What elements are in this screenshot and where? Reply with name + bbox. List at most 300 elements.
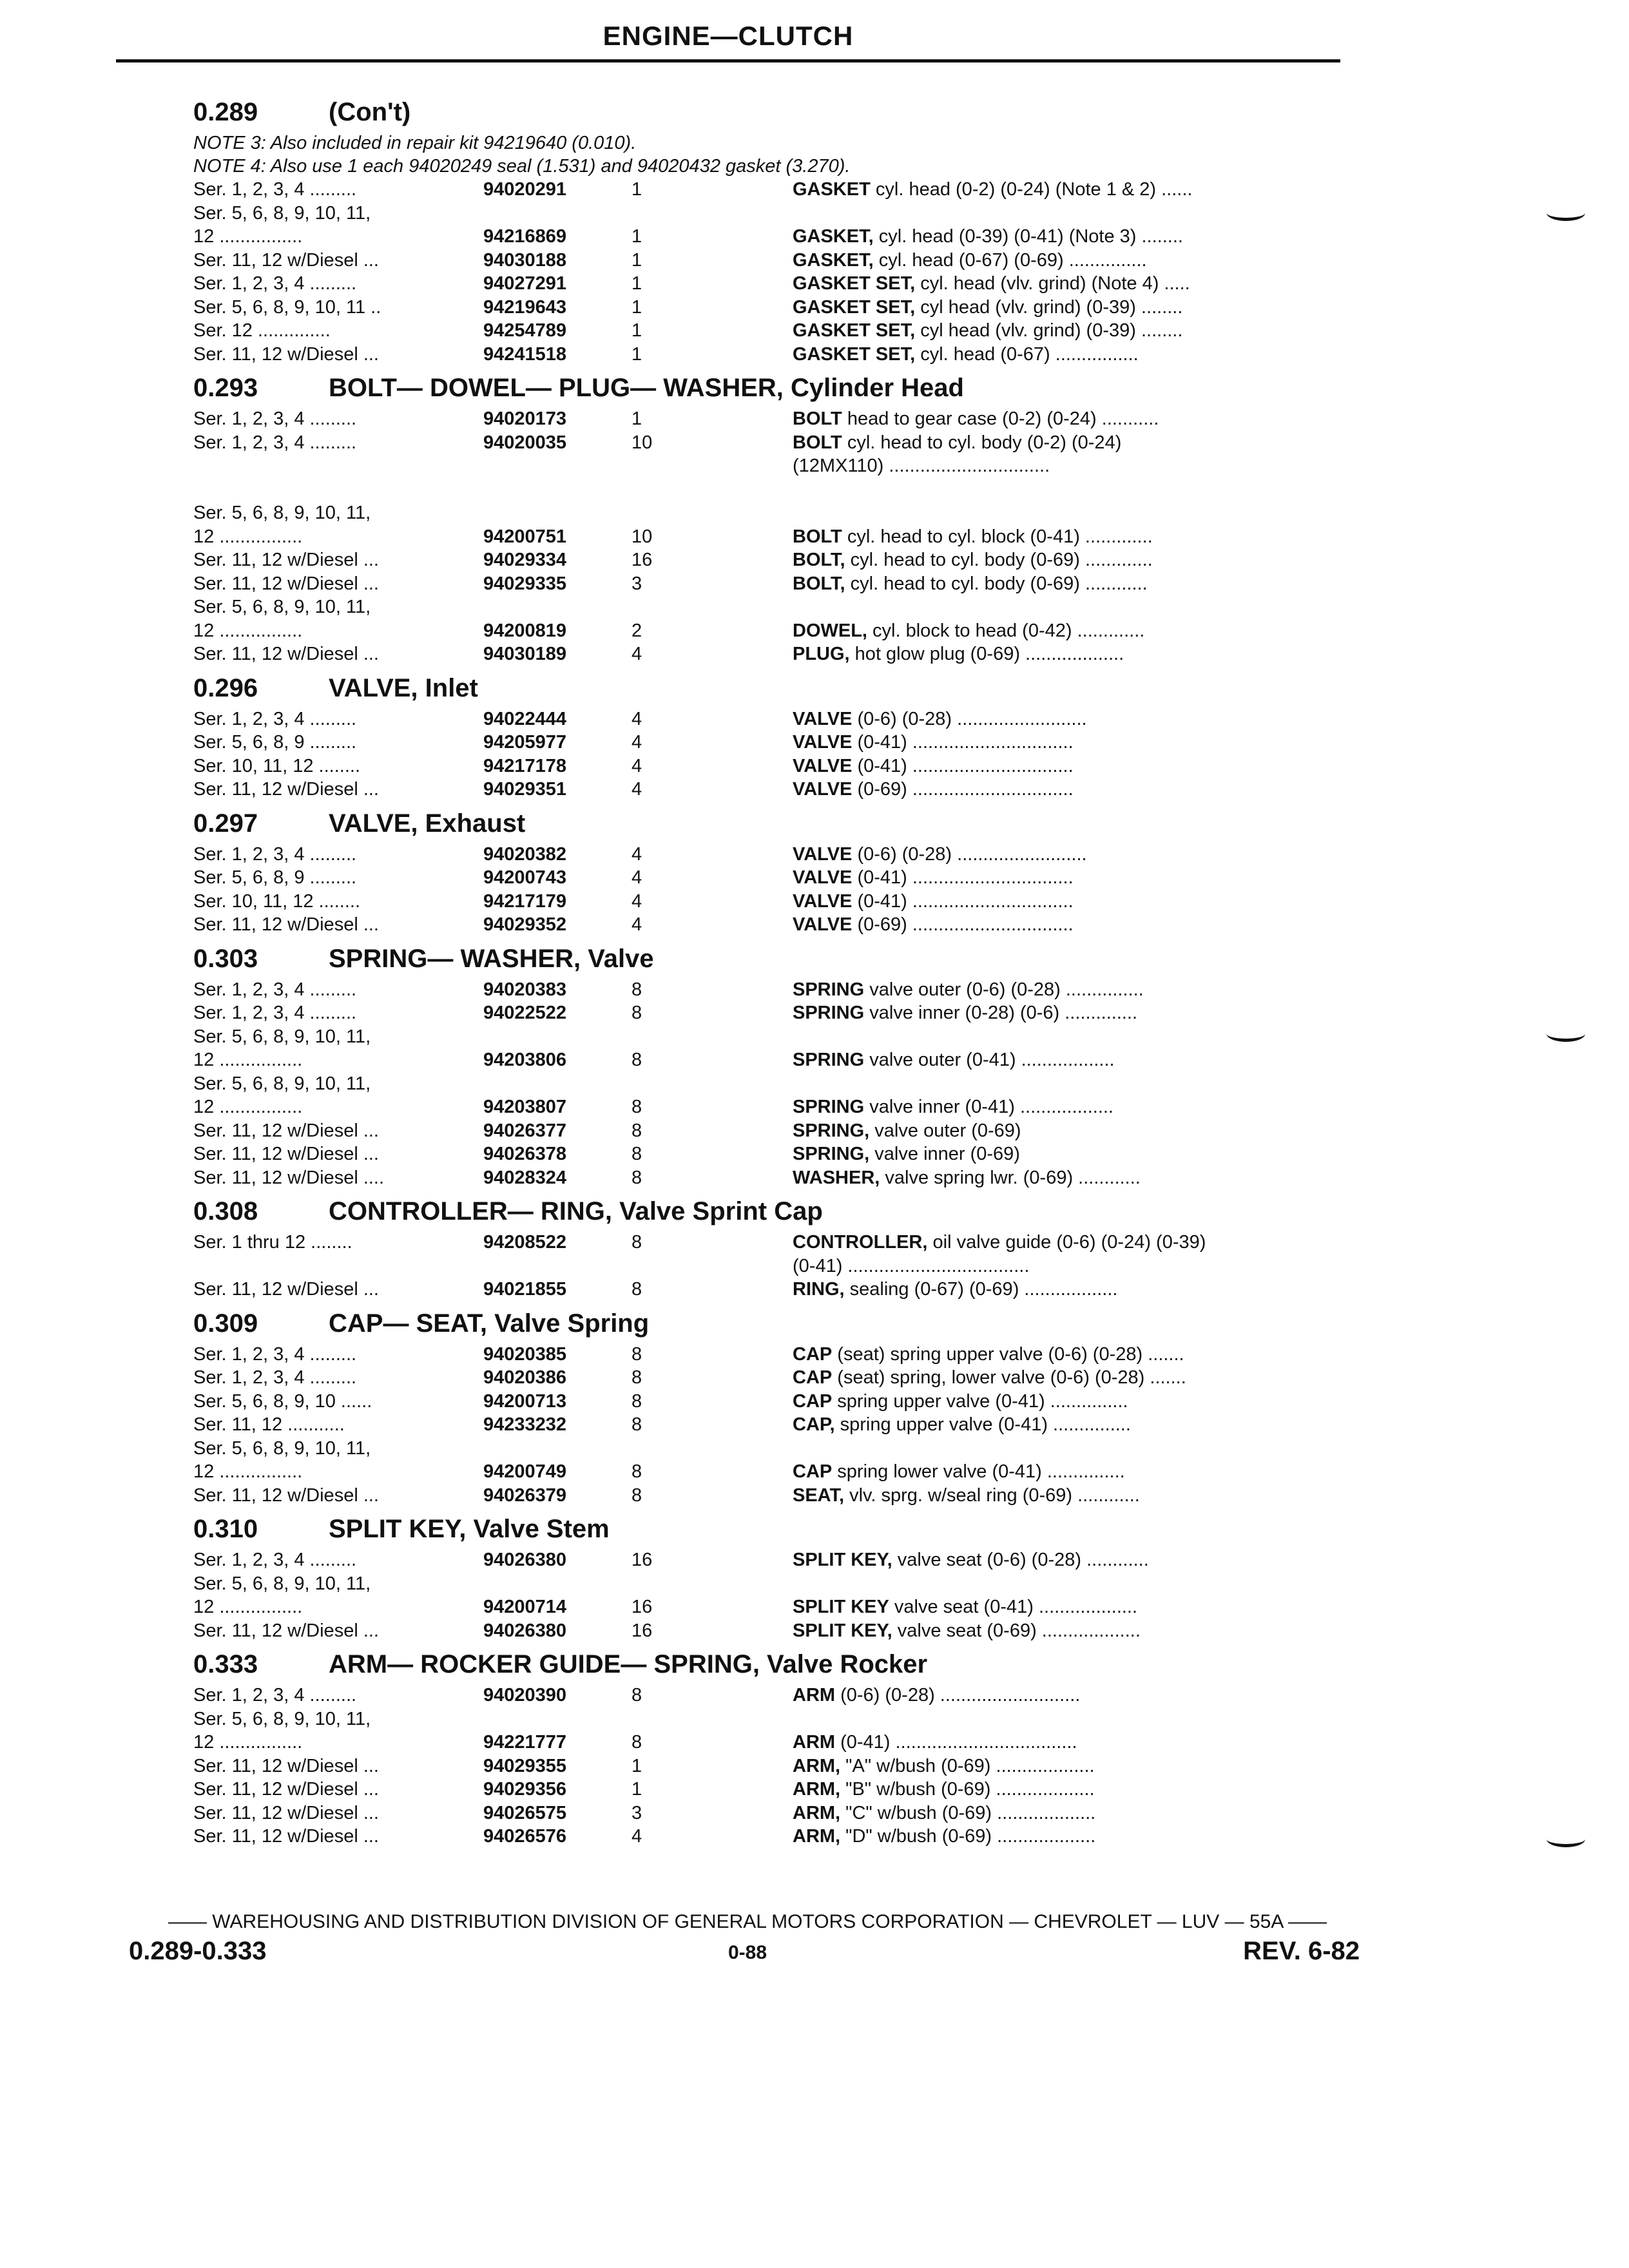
serial-range: Ser. 5, 6, 8, 9, 10, 11, [193,1573,371,1594]
table-row [193,572,1347,596]
table-row [193,407,1347,431]
quantity: 8 [631,1144,642,1164]
part-number: 94020382 [483,843,567,865]
part-name: BOLT [793,526,842,547]
description [793,778,1074,802]
quantity: 4 [631,867,642,888]
quantity: 1 [631,343,642,365]
part-name: ARM, [793,1802,841,1823]
table-row [193,1278,1347,1302]
serial-range: Ser. 11, 12 w/Diesel ... [193,1802,379,1823]
part-number: 94200749 [483,1461,567,1482]
part-name: VALVE [793,755,853,776]
table-row [193,1001,1347,1025]
quantity: 1 [631,408,642,429]
part-name: GASKET SET, [793,343,916,365]
part-number: 94026380 [483,1620,567,1641]
serial-range: Ser. 5, 6, 8, 9, 10 ...... [193,1390,372,1412]
table-row [193,1119,1347,1143]
part-number: 94026380 [483,1550,567,1570]
description [793,1413,1131,1437]
part-detail: oil valve guide (0-6) (0-24) (0-39) [927,1232,1206,1253]
part-name: VALVE [793,732,853,753]
part-detail: "B" w/bush (0-69) ................... [840,1779,1095,1800]
table-row [193,1413,1347,1437]
part-number: 94029335 [483,573,567,594]
table-row [193,1684,1347,1707]
serial-range: Ser. 11, 12 w/Diesel ... [193,1620,379,1641]
part-name: GASKET, [793,249,874,271]
description [793,407,1159,431]
part-detail: sealing (0-67) (0-69) .................. [844,1279,1118,1300]
part-name: SPLIT KEY, [793,1620,892,1641]
part-detail: valve outer (0-69) [869,1120,1021,1141]
quantity: 8 [631,979,642,1000]
quantity: 4 [631,644,642,664]
description [793,431,1121,455]
table-row [193,1390,1347,1414]
quantity: 8 [631,1367,642,1388]
description [793,913,1074,937]
part-number: 94029356 [483,1779,567,1800]
table-row [193,978,1347,1002]
description [793,619,1144,643]
part-detail: (seat) spring, lower valve (0-6) (0-28) ....... [832,1367,1186,1388]
description [793,754,1074,778]
quantity: 1 [631,226,642,247]
part-detail: valve outer (0-6) (0-28) ............... [864,979,1144,1000]
serial-range: 12 ................ [193,1461,303,1482]
part-detail: "A" w/bush (0-69) ................... [840,1755,1095,1776]
table-row [193,1825,1347,1849]
serial-range: Ser. 5, 6, 8, 9, 10, 11 .. [193,296,381,318]
quantity: 4 [631,914,642,935]
margin-mark [1547,205,1585,221]
serial-range: Ser. 11, 12 w/Diesel ... [193,1144,379,1164]
description [793,1343,1184,1367]
part-number: 94216869 [483,226,567,247]
description [793,1390,1128,1414]
section-header [193,1648,1347,1684]
serial-range: Ser. 1, 2, 3, 4 ......... [193,843,357,865]
table-row [193,754,1347,778]
part-detail: (12MX110) ............................... [793,456,1050,476]
part-name: BOLT [793,432,842,453]
part-number: 94217179 [483,890,567,912]
table-row [193,319,1347,343]
quantity: 16 [631,1597,653,1617]
serial-range: Ser. 5, 6, 8, 9, 10, 11, [193,1026,371,1047]
part-number: 94208522 [483,1232,567,1253]
parts-list [193,90,1347,1849]
description [793,548,1153,572]
part-number: 94029352 [483,914,567,935]
part-name: VALVE [793,843,853,865]
section-title: VALVE, Exhaust [329,809,526,838]
part-detail: vlv. sprg. w/seal ring (0-69) ............ [844,1485,1140,1506]
section-number: 0.309 [193,1309,258,1338]
quantity: 8 [631,1390,642,1412]
section-header [193,371,1347,407]
part-name: CAP [793,1390,833,1412]
serial-range: Ser. 11, 12 ........... [193,1414,345,1435]
serial-range: 12 ................ [193,1597,303,1617]
quantity: 8 [631,1685,642,1706]
serial-range: Ser. 11, 12 w/Diesel ... [193,1485,379,1506]
part-name: SPLIT KEY, [793,1550,892,1570]
part-number: 94221777 [483,1732,567,1753]
serial-range: 12 ................ [193,1050,303,1070]
section-title: ARM— ROCKER GUIDE— SPRING, Valve Rocker [329,1650,928,1678]
part-detail: (0-41) ............................... [852,890,1074,912]
quantity: 8 [631,1120,642,1141]
table-row [193,431,1347,455]
serial-range: Ser. 11, 12 w/Diesel ... [193,644,379,664]
quantity: 4 [631,732,642,753]
serial-range: Ser. 1, 2, 3, 4 ......... [193,1343,357,1365]
part-number: 94233232 [483,1414,567,1435]
table-row [193,843,1347,867]
part-detail: cyl. head (0-2) (0-24) (Note 1 & 2) ...... [870,179,1193,200]
section-number: 0.310 [193,1515,258,1543]
part-number: 94200751 [483,526,567,547]
part-detail: hot glow plug (0-69) ................... [849,644,1124,664]
part-number: 94219643 [483,296,567,318]
part-detail: cyl. head to cyl. body (0-69) ............ [845,573,1148,594]
part-name: GASKET SET, [793,273,916,294]
footer-range: 0.289-0.333 [129,1937,267,1965]
part-name: WASHER, [793,1167,880,1188]
serial-range: Ser. 11, 12 w/Diesel ... [193,1779,379,1800]
part-name: GASKET SET, [793,296,916,318]
table-row [193,525,1347,549]
part-detail: cyl. block to head (0-42) ............. [867,620,1145,641]
part-number: 94021855 [483,1279,567,1300]
serial-range: Ser. 1, 2, 3, 4 ......... [193,1003,357,1023]
table-row [193,707,1347,731]
section-number: 0.297 [193,809,258,838]
part-number: 94205977 [483,732,567,753]
part-number: 94029351 [483,779,567,800]
table-row [193,1802,1347,1825]
part-detail: cyl. head (0-39) (0-41) (Note 3) ........ [873,226,1183,247]
description [793,272,1190,296]
part-name: GASKET, [793,226,874,247]
part-detail: (0-69) ............................... [852,914,1074,935]
table-row [193,778,1347,802]
description [793,249,1147,273]
table-row [193,1254,1347,1278]
description [793,1548,1149,1572]
quantity: 8 [631,1343,642,1365]
section-header [193,1195,1347,1231]
section-header [193,671,1347,707]
table-row [193,1460,1347,1484]
section-header [193,942,1347,978]
part-number: 94030188 [483,249,567,271]
quantity: 8 [631,1050,642,1070]
section-note: NOTE 3: Also included in repair kit 94219640 (0.010). [193,133,637,153]
description [793,1231,1206,1254]
table-row [193,1707,1347,1731]
description [793,1460,1125,1484]
quantity: 2 [631,620,642,641]
part-number: 94217178 [483,755,567,776]
quantity: 16 [631,550,653,570]
description [793,890,1074,914]
table-row [193,1025,1347,1049]
part-detail: (0-41) ............................... [852,755,1074,776]
description [793,978,1144,1002]
quantity: 4 [631,779,642,800]
quantity: 4 [631,1826,642,1847]
part-number: 94029355 [483,1755,567,1776]
part-name: ARM, [793,1779,841,1800]
part-number: 94026575 [483,1802,567,1823]
quantity: 1 [631,320,642,341]
table-row [193,619,1347,643]
part-name: VALVE [793,779,853,800]
serial-range: Ser. 5, 6, 8, 9 ......... [193,867,357,888]
description [793,1825,1095,1849]
serial-range: Ser. 1, 2, 3, 4 ......... [193,273,357,294]
serial-range: Ser. 10, 11, 12 ........ [193,755,361,776]
part-number: 94029334 [483,550,567,570]
description [793,843,1087,867]
margin-mark [1547,1831,1585,1847]
quantity: 8 [631,1232,642,1253]
part-name: SPRING, [793,1120,870,1141]
part-number: 94203807 [483,1097,567,1117]
table-row [193,478,1347,502]
section-title: CAP— SEAT, Valve Spring [329,1309,650,1338]
table-row [193,890,1347,914]
part-number: 94203806 [483,1050,567,1070]
part-detail: "C" w/bush (0-69) ................... [840,1802,1096,1823]
section-number: 0.289 [193,98,258,126]
serial-range: Ser. 5, 6, 8, 9, 10, 11, [193,597,371,617]
section-note: NOTE 4: Also use 1 each 94020249 seal (1.531) and 94020432 gasket (3.270). [193,156,851,177]
description [793,572,1148,596]
description [793,1684,1080,1707]
serial-range: Ser. 5, 6, 8, 9, 10, 11, [193,1708,371,1729]
serial-range: Ser. 11, 12 w/Diesel ... [193,914,379,935]
table-row [193,866,1347,890]
table-row [193,1572,1347,1596]
table-row [193,1095,1347,1119]
part-detail: (0-41) ............................... [852,867,1074,888]
header-rule [116,59,1340,62]
footer-division-line: —— WAREHOUSING AND DISTRIBUTION DIVISION OF GENERAL MOTORS CORPORATION — CHEVROLET — LUV — 55A —— [168,1911,1327,1932]
description [793,1754,1095,1778]
section-title: (Con't) [329,98,411,126]
table-row [193,1595,1347,1619]
part-detail: (0-41) ................................... [793,1255,1030,1276]
serial-range: Ser. 1, 2, 3, 4 ......... [193,179,357,200]
quantity: 1 [631,296,642,318]
serial-range: Ser. 11, 12 w/Diesel ... [193,573,379,594]
quantity: 4 [631,890,642,912]
part-name: BOLT, [793,573,845,594]
part-number: 94020383 [483,979,567,1000]
part-number: 94020173 [483,408,567,429]
quantity: 16 [631,1620,653,1641]
description [793,707,1087,731]
part-number: 94022522 [483,1003,567,1023]
description [793,454,1050,478]
part-detail: cyl. head to cyl. body (0-69) ............. [845,550,1153,570]
table-row [193,595,1347,619]
quantity: 1 [631,249,642,271]
part-detail: (0-69) ............................... [852,779,1074,800]
table-row [193,1754,1347,1778]
description [793,225,1183,249]
description [793,296,1182,320]
part-name: BOLT, [793,550,845,570]
quantity: 4 [631,708,642,729]
part-name: VALVE [793,708,853,729]
part-detail: cyl. head (0-67) ................ [915,343,1139,365]
table-row [193,1343,1347,1367]
page-header: ENGINE—CLUTCH [602,21,854,51]
table-row [193,642,1347,666]
part-detail: (seat) spring upper valve (0-6) (0-28) ....... [832,1343,1184,1365]
section-header [193,95,1347,131]
description [793,1802,1095,1825]
part-name: CAP [793,1461,833,1482]
part-detail: (0-6) (0-28) ........................... [835,1685,1081,1706]
table-row [193,501,1347,525]
section-number: 0.303 [193,944,258,973]
part-number: 94020390 [483,1685,567,1706]
section-title: CONTROLLER— RING, Valve Sprint Cap [329,1197,823,1225]
part-name: GASKET [793,179,871,200]
part-detail: cyl. head to cyl. body (0-2) (0-24) [842,432,1122,453]
serial-range: 12 ................ [193,226,303,247]
quantity: 8 [631,1461,642,1482]
section-title: SPLIT KEY, Valve Stem [329,1515,610,1543]
part-number: 94030189 [483,644,567,664]
table-row [193,1142,1347,1166]
table-row [193,1048,1347,1072]
quantity: 8 [631,1732,642,1753]
part-detail: cyl. head (0-67) (0-69) ............... [873,249,1147,271]
description [793,1778,1095,1802]
part-name: SPRING [793,979,865,1000]
section-header [193,1307,1347,1343]
table-row [193,1778,1347,1802]
part-name: RING, [793,1279,845,1300]
part-detail: spring upper valve (0-41) ............... [832,1390,1128,1412]
description [793,1095,1113,1119]
table-row [193,202,1347,226]
description [793,525,1153,549]
part-name: PLUG, [793,644,850,664]
part-number: 94028324 [483,1167,567,1188]
part-number: 94026379 [483,1485,567,1506]
table-row [193,249,1347,273]
part-number: 94020035 [483,432,567,453]
table-row [193,913,1347,937]
description [793,1142,1020,1166]
part-detail: valve seat (0-69) ................... [892,1620,1141,1641]
section-title: BOLT— DOWEL— PLUG— WASHER, Cylinder Head [329,374,964,402]
serial-range: Ser. 11, 12 w/Diesel ... [193,1755,379,1776]
part-detail: valve spring lwr. (0-69) ............ [880,1167,1141,1188]
part-detail: (0-6) (0-28) ......................... [852,708,1087,729]
part-detail: "D" w/bush (0-69) ................... [840,1826,1096,1847]
part-name: CONTROLLER, [793,1232,928,1253]
table-row [193,548,1347,572]
part-detail: cyl. head (vlv. grind) (Note 4) ..... [915,273,1190,294]
quantity: 8 [631,1097,642,1117]
serial-range: 12 ................ [193,620,303,641]
description [793,1366,1186,1390]
serial-range: Ser. 1, 2, 3, 4 ......... [193,979,357,1000]
part-detail: valve seat (0-6) (0-28) ............ [892,1550,1149,1570]
description [793,1278,1117,1302]
description [793,319,1182,343]
part-name: SPLIT KEY [793,1597,889,1617]
table-row [193,1437,1347,1461]
description [793,1166,1141,1190]
table-row [193,1231,1347,1254]
section-number: 0.293 [193,374,258,402]
serial-range: Ser. 10, 11, 12 ........ [193,890,361,912]
serial-range: Ser. 1, 2, 3, 4 ......... [193,708,357,729]
section-header [193,807,1347,843]
part-number: 94020291 [483,179,567,200]
quantity: 8 [631,1003,642,1023]
footer-page-number: 0-88 [728,1942,767,1963]
description [793,731,1074,754]
table-row [193,731,1347,754]
part-name: CAP [793,1343,833,1365]
serial-range: Ser. 1, 2, 3, 4 ......... [193,1367,357,1388]
part-name: SPRING [793,1050,865,1070]
table-row [193,1166,1347,1190]
part-name: ARM [793,1732,836,1753]
table-row [193,1731,1347,1754]
quantity: 3 [631,1802,642,1823]
part-number: 94022444 [483,708,567,729]
serial-range: Ser. 1, 2, 3, 4 ......... [193,408,357,429]
serial-range: Ser. 1, 2, 3, 4 ......... [193,432,357,453]
part-name: ARM [793,1685,836,1706]
table-row [193,1548,1347,1572]
section-number: 0.333 [193,1650,258,1678]
part-detail: spring lower valve (0-41) ............... [832,1461,1125,1482]
description [793,642,1124,666]
part-name: GASKET SET, [793,320,916,341]
part-name: SPRING [793,1097,865,1117]
table-row [193,1484,1347,1508]
part-detail: head to gear case (0-2) (0-24) ........... [842,408,1159,429]
quantity: 3 [631,573,642,594]
part-number: 94020386 [483,1367,567,1388]
part-detail: valve inner (0-28) (0-6) .............. [864,1003,1138,1023]
part-name: ARM, [793,1755,841,1776]
part-number: 94200743 [483,867,567,888]
part-detail: cyl. head to cyl. block (0-41) ............. [842,526,1153,547]
serial-range: Ser. 11, 12 w/Diesel ... [193,1120,379,1141]
table-row [193,178,1347,202]
table-row [193,1619,1347,1643]
serial-range: Ser. 12 .............. [193,320,331,341]
part-detail: (0-41) ............................... [852,732,1074,753]
quantity: 8 [631,1167,642,1188]
part-name: CAP, [793,1414,835,1435]
